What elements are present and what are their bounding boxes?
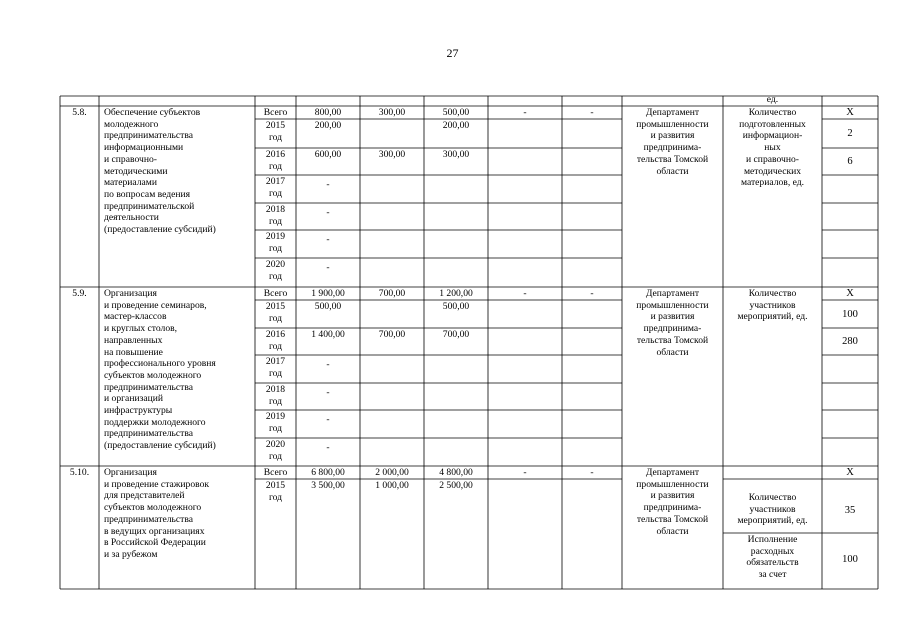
- federal-amount: 2 000,00: [375, 467, 409, 478]
- year-label: 2015 год: [265, 480, 286, 503]
- year-label: 2019 год: [265, 231, 286, 254]
- measure-name: Организация и проведение стажировок для представителей субъектов молодежного предпринимательства в ведущих организациях в Российской Федерации и за рубежом: [104, 467, 210, 560]
- year-label: Всего: [263, 107, 288, 118]
- year-label: 2015 год: [265, 301, 286, 324]
- indicator-name: Количество участников мероприятий, ед.: [737, 288, 808, 323]
- total-amount: -: [326, 179, 330, 190]
- indicator-value: 6: [847, 156, 853, 167]
- row-number: 5.10.: [69, 467, 90, 478]
- year-label: 2020 год: [265, 259, 286, 282]
- indicator-value: Х: [846, 107, 854, 118]
- total-amount: -: [326, 414, 330, 425]
- federal-amount: 1 000,00: [375, 480, 409, 491]
- indicator-value: 2: [847, 128, 853, 139]
- indicator-value: 100: [842, 309, 858, 320]
- regional-amount: 700,00: [442, 329, 470, 340]
- regional-amount: 4 800,00: [439, 467, 473, 478]
- measure-name: Обеспечение субъектов молодежного предпринимательства информационными и справочно- методическими материалами по вопросам ведения предпринимательской деятельности (предоставление субсидий): [104, 107, 216, 236]
- row-number: 5.8.: [72, 107, 87, 118]
- year-label: 2019 год: [265, 411, 286, 434]
- extra-amount: -: [590, 107, 594, 118]
- total-amount: -: [326, 234, 330, 245]
- regional-amount: 1 200,00: [439, 288, 473, 299]
- total-amount: 600,00: [314, 149, 342, 160]
- year-label: 2016 год: [265, 329, 286, 352]
- year-label: Всего: [263, 467, 288, 478]
- federal-amount: 300,00: [378, 149, 406, 160]
- indicator-value: Х: [846, 288, 854, 299]
- regional-amount: 2 500,00: [439, 480, 473, 491]
- federal-amount: 700,00: [378, 288, 406, 299]
- indicator-name: Количество подготовленных информацион- ных и справочно- методических материалов, ед.: [739, 107, 806, 189]
- total-amount: -: [326, 207, 330, 218]
- year-label: 2018 год: [265, 384, 286, 407]
- year-label: 2018 год: [265, 204, 286, 227]
- executor: Департамент промышленности и развития предпринима- тельства Томской области: [636, 107, 709, 177]
- year-label: 2020 год: [265, 439, 286, 462]
- total-amount: -: [326, 442, 330, 453]
- federal-amount: 300,00: [378, 107, 406, 118]
- total-amount: 1 900,00: [311, 288, 345, 299]
- regional-amount: 300,00: [442, 149, 470, 160]
- regional-amount: 500,00: [442, 301, 470, 312]
- regional-amount: 200,00: [442, 120, 470, 131]
- executor: Департамент промышленности и развития предпринима- тельства Томской области: [636, 467, 709, 537]
- year-label: 2017 год: [265, 356, 286, 379]
- indicator-value: 280: [842, 336, 858, 347]
- regional-amount: 500,00: [442, 107, 470, 118]
- indicator-value: 100: [842, 554, 858, 565]
- total-amount: -: [326, 262, 330, 273]
- local-amount: -: [523, 107, 527, 118]
- total-amount: 1 400,00: [311, 329, 345, 340]
- year-label: 2017 год: [265, 176, 286, 199]
- total-amount: 500,00: [314, 301, 342, 312]
- year-label: Всего: [263, 288, 288, 299]
- indicator-value: 35: [844, 505, 856, 516]
- indicator-name: Исполнение расходных обязательств за счет: [746, 534, 799, 581]
- indicator-value: Х: [846, 467, 854, 478]
- indicator-name: Количество участников мероприятий, ед.: [737, 492, 808, 527]
- header-fragment: ед.: [766, 94, 779, 105]
- total-amount: 6 800,00: [311, 467, 345, 478]
- total-amount: 3 500,00: [311, 480, 345, 491]
- row-number: 5.9.: [72, 288, 87, 299]
- federal-amount: 700,00: [378, 329, 406, 340]
- year-label: 2016 год: [265, 149, 286, 172]
- total-amount: -: [326, 359, 330, 370]
- executor: Департамент промышленности и развития предпринима- тельства Томской области: [636, 288, 709, 358]
- year-label: 2015 год: [265, 120, 286, 143]
- extra-amount: -: [590, 288, 594, 299]
- local-amount: -: [523, 288, 527, 299]
- measure-name: Организация и проведение семинаров, мастер-классов и круглых столов, направленных на повышение профессионального уровня субъектов молодежного предпринимательства и организаций инфраструктуры поддержки молодежного предпринимательства (предоставление субсидий): [104, 288, 216, 452]
- total-amount: 200,00: [314, 120, 342, 131]
- page-number: 27: [446, 46, 459, 60]
- total-amount: -: [326, 387, 330, 398]
- local-amount: -: [523, 467, 527, 478]
- total-amount: 800,00: [314, 107, 342, 118]
- extra-amount: -: [590, 467, 594, 478]
